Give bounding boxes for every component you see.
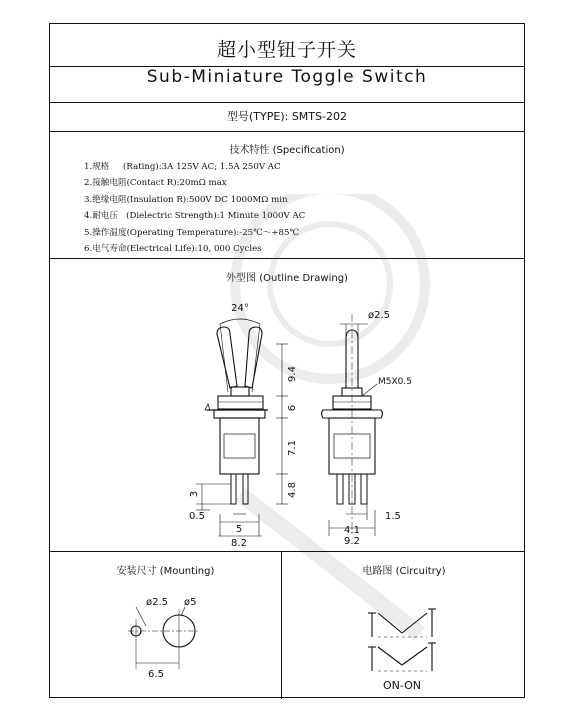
dim-9-2: 9.2 [344,536,360,547]
dim-0-5: 0.5 [189,511,205,522]
spec-item: 2.接触电阻(Contact R):20mΩ max [84,178,227,189]
title-english: Sub-Miniature Toggle Switch [146,67,428,87]
spec-item: 5.操作温度(Operating Temperature):-25℃～+85℃ [84,227,300,238]
mount-hole-large: ø5 [184,597,197,608]
model-type: 型号(TYPE): SMTS-202 [227,110,347,123]
datasheet-frame [49,23,525,698]
specification-heading: 技术特性 (Specification) [229,145,345,156]
mount-hole-small: ø2.5 [146,597,169,608]
front-view [322,314,383,536]
circuitry-heading: 电路图 (Circuitry) [362,566,446,577]
dim-1-5: 1.5 [385,511,401,522]
type-divider-bottom [50,131,524,132]
dim-lever-dia: ø2.5 [368,310,391,321]
dim-angle: 24° [231,303,249,314]
outline-heading: 外型图 (Outline Drawing) [226,273,348,284]
spec-item: 4.耐电压 (Dielectric Strength):1 Minute 1000V AC [84,211,306,222]
mount-spacing: 6.5 [148,669,164,680]
spec-item: 3.绝缘电阻(Insulation R):500V DC 1000MΩ min [84,194,288,205]
dim-3: 3 [189,490,200,498]
dim-8-2: 8.2 [231,538,247,549]
circuit-label: ON-ON [382,679,422,692]
circuitry-drawing [282,579,526,699]
dim-thread: M5X0.5 [378,377,412,387]
dim-7-1: 7.1 [287,440,298,456]
dim-9-4: 9.4 [287,366,298,382]
side-view [196,319,288,536]
bottom-divider [50,551,524,552]
dim-6: 6 [287,404,298,412]
outline-drawing [50,284,526,564]
spec-item: 6.电气寿命(Electrical Life):10, 000 Cycles [84,243,262,254]
dim-4-1: 4.1 [344,525,360,536]
dim-5: 5 [235,524,243,535]
dim-4-8: 4.8 [287,482,298,498]
mounting-heading: 安装尺寸 (Mounting) [116,566,215,577]
spec-item: 1.规格 (Rating):3A 125V AC; 1.5A 250V AC [84,162,281,172]
type-divider-top [50,102,524,103]
mounting-drawing [50,579,281,699]
title-chinese: 超小型钮子开关 [216,39,357,61]
